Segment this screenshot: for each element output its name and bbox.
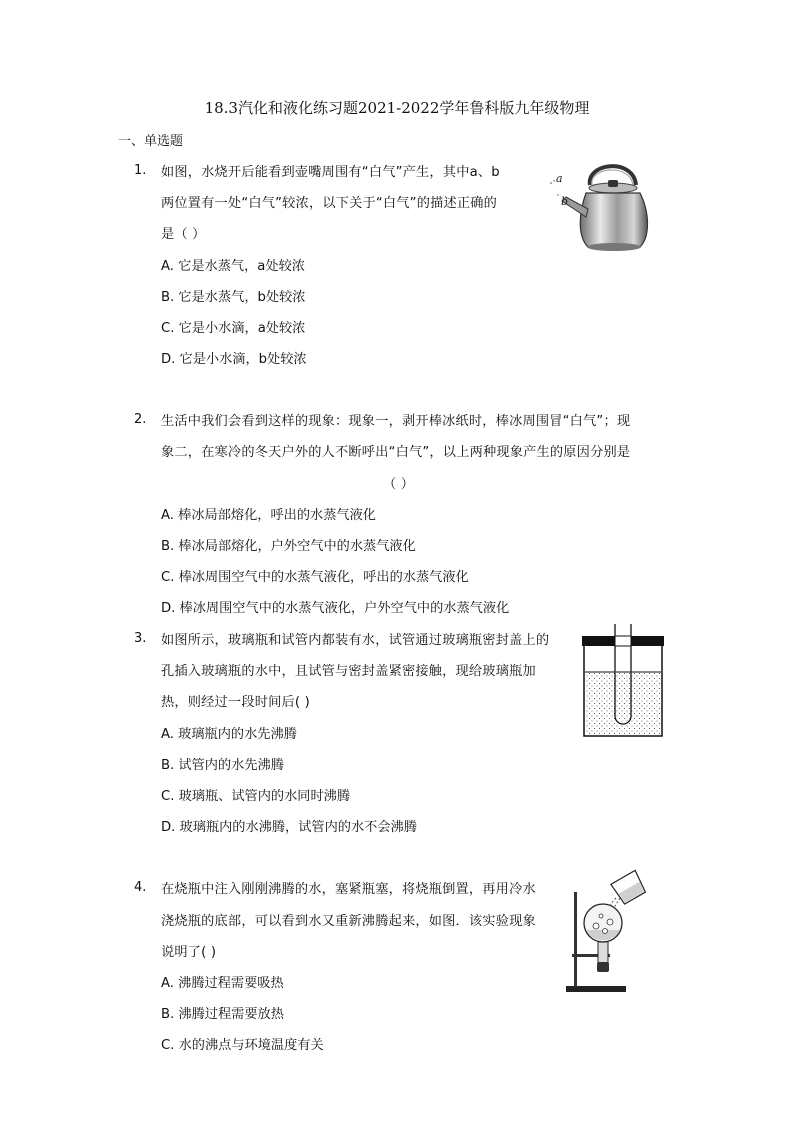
question-number: 1. <box>134 163 147 178</box>
option-d: D. 棒冰周围空气中的水蒸气液化，户外空气中的水蒸气液化 <box>161 601 510 616</box>
option-a: A. 棒冰局部熔化，呼出的水蒸气液化 <box>161 508 376 523</box>
option-b: B. 棒冰局部熔化，户外空气中的水蒸气液化 <box>161 539 416 554</box>
question-text-line: 浇烧瓶的底部，可以看到水又重新沸腾起来，如图．该实验现象 <box>161 914 536 929</box>
option-c: C. 玻璃瓶、试管内的水同时沸腾 <box>161 789 351 804</box>
page-title: 18.3汽化和液化练习题2021-2022学年鲁科版九年级物理 <box>204 99 590 117</box>
kettle-figure <box>548 155 658 255</box>
question-text-line: 孔插入玻璃瓶的水中，且试管与密封盖紧密接触，现给玻璃瓶加 <box>161 664 536 679</box>
option-c: C. 棒冰周围空气中的水蒸气液化，呼出的水蒸气液化 <box>161 570 469 585</box>
question-number: 2. <box>134 412 147 427</box>
option-c: C. 它是小水滴，a处较浓 <box>161 321 306 336</box>
question-text-line: 生活中我们会看到这样的现象：现象一，剥开棒冰纸时，棒冰周围冒“白气”；现 <box>161 414 631 429</box>
question-number: 3. <box>134 631 147 646</box>
option-d: D. 玻璃瓶内的水沸腾，试管内的水不会沸腾 <box>161 820 417 835</box>
question-number: 4. <box>134 880 147 895</box>
question-text-line: 象二，在寒冷的冬天户外的人不断呼出“白气”，以上两种现象产生的原因分别是 <box>161 445 631 460</box>
question-text-line: 说明了( ) <box>161 945 217 960</box>
section-heading: 一、单选题 <box>118 134 184 149</box>
option-a: A. 沸腾过程需要吸热 <box>161 976 284 991</box>
option-b: B. 试管内的水先沸腾 <box>161 758 284 773</box>
inverted-flask-figure <box>558 868 658 1000</box>
question-text-line: （ ） <box>383 477 415 492</box>
question-text-line: 在烧瓶中注入刚刚沸腾的水，塞紧瓶塞，将烧瓶倒置，再用冷水 <box>161 882 536 897</box>
question-text-line: 如图所示，玻璃瓶和试管内都装有水，试管通过玻璃瓶密封盖上的 <box>161 633 550 648</box>
option-b: B. 它是水蒸气，b处较浓 <box>161 290 306 305</box>
option-b: B. 沸腾过程需要放热 <box>161 1007 284 1022</box>
option-a: A. 它是水蒸气，a处较浓 <box>161 259 305 274</box>
option-c: C. 水的沸点与环境温度有关 <box>161 1038 324 1053</box>
question-text-line: 热，则经过一段时间后( ) <box>161 695 310 710</box>
option-a: A. 玻璃瓶内的水先沸腾 <box>161 727 297 742</box>
label-a: a <box>556 172 563 185</box>
question-text-line: 两位置有一处“白气”较浓，以下关于“白气”的描述正确的 <box>161 196 498 211</box>
bottle-test-tube-figure <box>578 622 670 740</box>
label-b: b <box>561 195 569 208</box>
question-text-line: 如图，水烧开后能看到壶嘴周围有“白气”产生，其中a、b <box>161 165 500 180</box>
question-text-line: 是（ ） <box>161 227 206 242</box>
option-d: D. 它是小水滴，b处较浓 <box>161 352 307 367</box>
